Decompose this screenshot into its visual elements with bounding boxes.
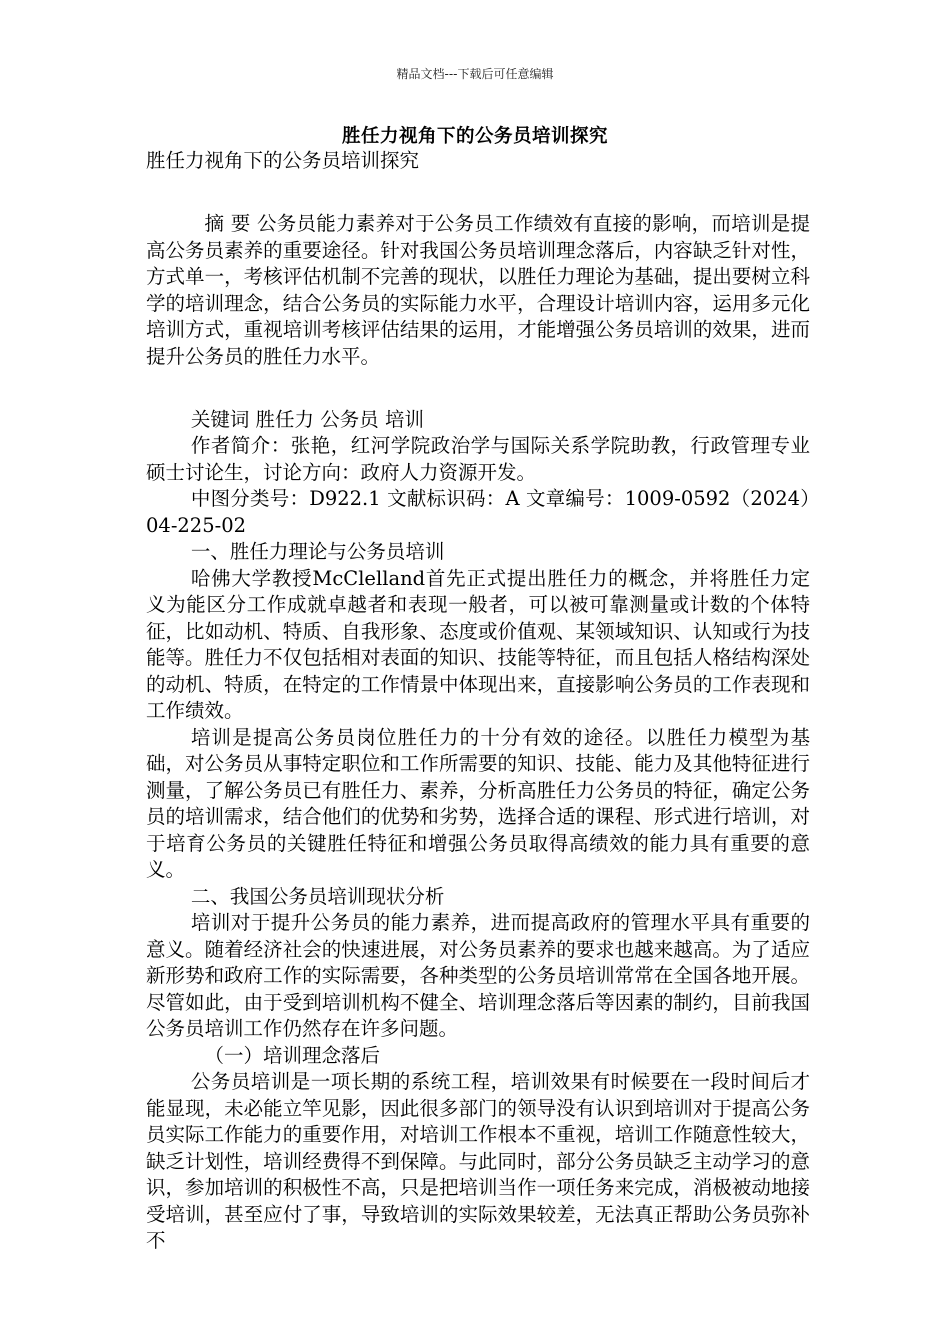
page-header-note: 精品文档---下载后可任意编辑 [396, 67, 554, 81]
spacer [146, 397, 810, 407]
body-paragraph: 公务员培训是一项长期的系统工程，培训效果有时候要在一段时间后才能显现，未必能立竿见影，因此很多部门的领导没有认识到培训对于提高公务员实际工作能力的重要作用，对培训工作根本不重视，培训工作随意性较大，缺乏计划性，培训经费得不到保障。与此同时，部分公务员缺乏主动学习的意识，参加培训的积极性不高，只是把培训当作一项任务来完成，消极被动地接受培训，甚至应付了事，导致培训的实际效果较差，无法真正帮助公务员弥补不 [146, 1070, 810, 1252]
subsection-heading: （一）培训理念落后 [204, 1043, 381, 1067]
body-paragraph: 培训对于提升公务员的能力素养，进而提高政府的管理水平具有重要的意义。随着经济社会的快速进展，对公务员素养的要求也越来越高。为了适应新形势和政府工作的实际需要，各种类型的公务员培训常常在全国各地开展。尽管如此，由于受到培训机构不健全、培训理念落后等因素的制约，目前我国公务员培训工作仍然存在许多问题。 [146, 911, 810, 1040]
spacer [146, 370, 810, 397]
body-paragraph: 培训是提高公务员岗位胜任力的十分有效的途径。以胜任力模型为基础，对公务员从事特定职位和工作所需要的知识、技能、能力及其他特征进行测量，了解公务员已有胜任力、素养，分析高胜任力公务员的特征，确定公务员的培训需求，结合他们的优势和劣势，选择合适的课程、形式进行培训，对于培育公务员的关键胜任特征和增强公务员取得高绩效的能力具有重要的意义。 [146, 725, 810, 881]
document-subtitle: 胜任力视角下的公务员培训探究 [146, 149, 420, 172]
abstract-paragraph: 摘 要 公务员能力素养对于公务员工作绩效有直接的影响，而培训是提高公务员素养的重要途径。针对我国公务员培训理念落后，内容缺乏针对性，方式单一，考核评估机制不完善的现状，以胜任力理论为基础，提出要树立科学的培训理念，结合公务员的实际能力水平，合理设计培训内容，运用多元化培训方式，重视培训考核评估结果的运用，才能增强公务员培训的效果，进而提升公务员的胜任力水平。 [146, 212, 810, 368]
spacer [146, 175, 810, 202]
author-info: 作者简介：张艳，红河学院政治学与国际关系学院助教，行政管理专业硕士讨论生，讨论方向：政府人力资源开发。 [146, 434, 810, 484]
keywords-line: 关键词 胜任力 公务员 培训 [190, 407, 424, 431]
spacer [146, 201, 810, 211]
document-body [146, 148, 810, 1255]
body-paragraph: 哈佛大学教授McClelland首先正式提出胜任力的概念，并将胜任力定义为能区分工作成就卓越者和表现一般者，可以被可靠测量或计数的个体特征，比如动机、特质、自我形象、态度或价值观、某领域知识、认知或行为技能等。胜任力不仅包括相对表面的知识、技能等特征，而且包括人格结构深处的动机、特质，在特定的工作情景中体现出来，直接影响公务员的工作表现和工作绩效。 [146, 566, 810, 722]
section-heading: 一、胜任力理论与公务员培训 [190, 540, 445, 563]
classification-info: 中图分类号：D922.1 文献标识码：A 文章编号：1009-0592（2024）04-225-02 [146, 487, 810, 537]
document-title: 胜任力视角下的公务员培训探究 [341, 126, 608, 147]
section-heading: 二、我国公务员培训现状分析 [190, 884, 445, 908]
